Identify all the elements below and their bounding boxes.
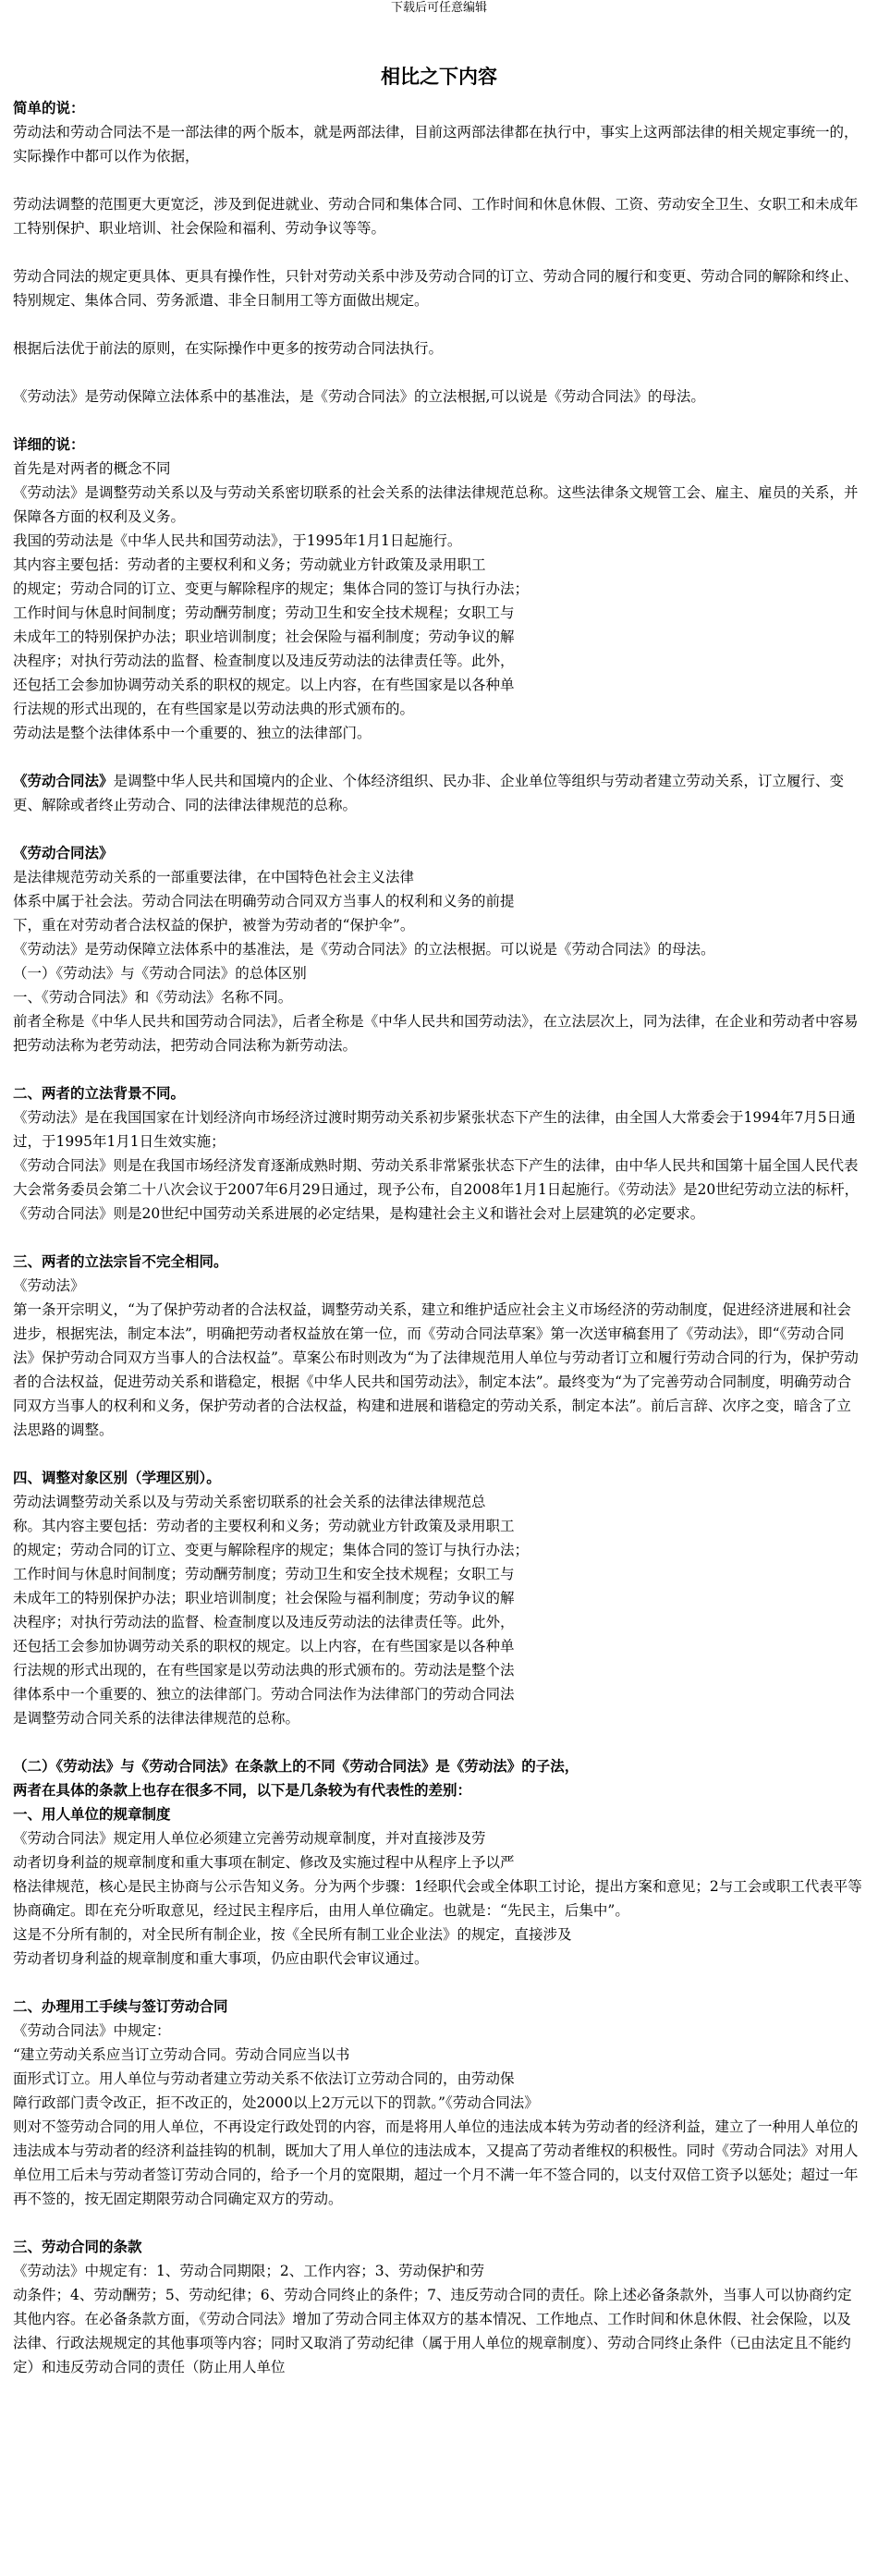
section-heading: 二、办理用工手续与签订劳动合同 bbox=[13, 1997, 228, 2015]
paragraph: 《劳动合同法》规定用人单位必须建立完善劳动规章制度，并对直接涉及劳 bbox=[13, 1830, 486, 1847]
paragraph: 下，重在对劳动者合法权益的保护，被誉为劳动者的“保护伞”。 bbox=[13, 917, 415, 934]
paragraph: 是调整劳动合同关系的法律法律规范的总称。 bbox=[13, 1710, 300, 1727]
section-heading: 三、劳动合同的条款 bbox=[13, 2238, 142, 2255]
section-heading: 简单的说： bbox=[13, 99, 85, 116]
paragraph: 还包括工会参加协调劳动关系的职权的规定。以上内容，在有些国家是以各种单 bbox=[13, 1638, 515, 1654]
paragraph: 《劳动合同法》中规定： bbox=[13, 2022, 171, 2039]
paragraph: 劳动法和劳动合同法不是一部法律的两个版本，就是两部法律，目前这两部法律都在执行中，事实上这两部法律的相关规定事统一的，实际操作中都可以作为依据， bbox=[13, 124, 859, 165]
paragraph: 决程序；对执行劳动法的监督、检查制度以及违反劳动法的法律责任等。此外， bbox=[13, 653, 515, 669]
paragraph: 障行政部门责令改正，拒不改正的，处2000以上2万元以下的罚款。”《劳动合同法》 bbox=[13, 2094, 539, 2111]
paragraph: 一、《劳动合同法》和《劳动法》名称不同。 bbox=[13, 989, 293, 1006]
paragraph: 《劳动合同法》是调整中华人民共和国境内的企业、个体经济组织、民办非、企业单位等组织与劳动者建立劳动关系，订立履行、变更、解除或者终止劳动合、同的法律法律规范的总称。 bbox=[13, 772, 845, 813]
paragraph: 行法规的形式出现的，在有些国家是以劳动法典的形式颁布的。劳动法是整个法 bbox=[13, 1662, 515, 1679]
paragraph: 前者全称是《中华人民共和国劳动合同法》，后者全称是《中华人民共和国劳动法》，在立法层次上，同为法律，在企业和劳动者中容易把劳动法称为老劳动法，把劳动合同法称为新劳动法。 bbox=[13, 1013, 859, 1054]
paragraph-gap bbox=[13, 360, 865, 385]
section-heading: 《劳动合同法》 bbox=[13, 844, 114, 861]
paragraph: 劳动者切身利益的规章制度和重大事项，仍应由职代会审议通过。 bbox=[13, 1950, 429, 1967]
paragraph: 劳动法是整个法律体系中一个重要的、独立的法律部门。 bbox=[13, 725, 372, 741]
paragraph-gap bbox=[13, 312, 865, 336]
document-title: 相比之下内容 bbox=[381, 65, 497, 88]
paragraph-gap bbox=[13, 817, 865, 841]
section-heading: 一、用人单位的规章制度 bbox=[13, 1805, 171, 1823]
paragraph: 未成年工的特别保护办法；职业培训制度；社会保险与福利制度；劳动争议的解 bbox=[13, 629, 515, 645]
paragraph: 根据后法优于前法的原则，在实际操作中更多的按劳动合同法执行。 bbox=[13, 340, 444, 357]
paragraph-gap bbox=[13, 240, 865, 264]
paragraph-gap bbox=[13, 2211, 865, 2235]
paragraph: 动条件；4、劳动酬劳；5、劳动纪律；6、劳动合同终止的条件；7、违反劳动合同的责任。除上述必备条款外，当事人可以协商约定其他内容。在必备条款方面，《劳动合同法》增加了劳动合同主体双方的基本情况、工作地点、工作时间和休息休假、社会保险，以及法律、行政法规规定的其他事项等内容；同时又取消了劳动纪律（属于用人单位的规章制度）、劳动合同终止条件（已由法定且不能约定）和违反劳动合同的责任（防止用人单位 bbox=[13, 2287, 852, 2375]
paragraph: （一）《劳动法》与《劳动合同法》的总体区别 bbox=[13, 965, 307, 982]
paragraph: 工作时间与休息时间制度；劳动酬劳制度；劳动卫生和安全技术规程；女职工与 bbox=[13, 1566, 515, 1582]
paragraph: 的规定；劳动合同的订立、变更与解除程序的规定；集体合同的签订与执行办法； bbox=[13, 580, 530, 597]
paragraph: 劳动法调整劳动关系以及与劳动关系密切联系的社会关系的法律法律规范总 bbox=[13, 1494, 486, 1510]
paragraph: 还包括工会参加协调劳动关系的职权的规定。以上内容，在有些国家是以各种单 bbox=[13, 677, 515, 693]
paragraph: 行法规的形式出现的，在有些国家是以劳动法典的形式颁布的。 bbox=[13, 701, 415, 717]
section-heading: 两者在具体的条款上也存在很多不同，以下是几条较为有代表性的差别： bbox=[13, 1781, 472, 1799]
paragraph: 《劳动法》中规定有：1、劳动合同期限；2、工作内容；3、劳动保护和劳 bbox=[13, 2263, 485, 2279]
header-note: 下载后可任意编辑 bbox=[390, 1, 487, 15]
paragraph-gap bbox=[13, 745, 865, 769]
paragraph: 首先是对两者的概念不同 bbox=[13, 460, 171, 477]
paragraph: 决程序；对执行劳动法的监督、检查制度以及违反劳动法的法律责任等。此外， bbox=[13, 1614, 515, 1630]
paragraph: 是法律规范劳动关系的一部重要法律，在中国特色社会主义法律 bbox=[13, 869, 415, 885]
paragraph: 《劳动法》 bbox=[13, 1277, 85, 1294]
paragraph: 格法律规范，核心是民主协商与公示告知义务。分为两个步骤：1经职代会或全体职工讨论，提出方案和意见；2与工会或职工代表平等协商确定。即在充分听取意见，经过民主程序后，由用人单位确定。也就是：“先民主，后集中”。 bbox=[13, 1878, 862, 1919]
paragraph: 未成年工的特别保护办法；职业培训制度；社会保险与福利制度；劳动争议的解 bbox=[13, 1590, 515, 1606]
paragraph: 我国的劳动法是《中华人民共和国劳动法》，于1995年1月1日起施行。 bbox=[13, 532, 462, 549]
paragraph: “建立劳动关系应当订立劳动合同。劳动合同应当以书 bbox=[13, 2046, 350, 2063]
paragraph: 律体系中一个重要的、独立的法律部门。劳动合同法作为法律部门的劳动合同法 bbox=[13, 1686, 515, 1703]
paragraph: 《劳动法》是劳动保障立法体系中的基准法，是《劳动合同法》的立法根据。可以说是《劳动合同法》的母法。 bbox=[13, 941, 715, 958]
paragraph-gap bbox=[13, 1971, 865, 1995]
paragraph: 《劳动法》是劳动保障立法体系中的基准法，是《劳动合同法》的立法根据,可以说是《劳动合同法》的母法。 bbox=[13, 388, 705, 405]
section-heading: 详细的说： bbox=[13, 435, 85, 453]
paragraph: 称。其内容主要包括：劳动者的主要权利和义务；劳动就业方针政策及录用职工 bbox=[13, 1518, 515, 1534]
paragraph: 动者切身利益的规章制度和重大事项在制定、修改及实施过程中从程序上予以严 bbox=[13, 1854, 515, 1871]
section-heading: 四、调整对象区别（学理区别）。 bbox=[13, 1469, 221, 1486]
paragraph: 《劳动法》是在我国国家在计划经济向市场经济过渡时期劳动关系初步紧张状态下产生的法律，由全国人大常委会于1994年7月5日通过，于1995年1月1日生效实施； bbox=[13, 1109, 856, 1150]
paragraph: 劳动法调整的范围更大更宽泛，涉及到促进就业、劳动合同和集体合同、工作时间和休息休假、工资、劳动安全卫生、女职工和未成年工特别保护、职业培训、社会保险和福利、劳动争议等等。 bbox=[13, 196, 859, 237]
paragraph: 工作时间与休息时间制度；劳动酬劳制度；劳动卫生和安全技术规程；女职工与 bbox=[13, 604, 515, 621]
paragraph: 《劳动合同法》则是在我国市场经济发育逐渐成熟时期、劳动关系非常紧张状态下产生的法律，由中华人民共和国第十届全国人民代表大会常务委员会第二十八次会议于2007年6月29日通过，现予公布，自2008年1月1日起施行。《劳动法》是20世纪劳动立法的标杆，《劳动合同法》则是20世纪中国劳动关系进展的必定结果，是构建社会主义和谐社会对上层建筑的必定要求。 bbox=[13, 1157, 860, 1222]
paragraph: 劳动合同法的规定更具体、更具有操作性，只针对劳动关系中涉及劳动合同的订立、劳动合同的履行和变更、劳动合同的解除和终止、特别规定、集体合同、劳务派遣、非全日制用工等方面做出规定。 bbox=[13, 268, 859, 309]
section-heading: 三、两者的立法宗旨不完全相同。 bbox=[13, 1252, 228, 1270]
section-heading: （二）《劳动法》与《劳动合同法》在条款上的不同《劳动合同法》是《劳动法》的子法， bbox=[13, 1757, 579, 1775]
paragraph-gap bbox=[13, 168, 865, 192]
paragraph: 体系中属于社会法。劳动合同法在明确劳动合同双方当事人的权利和义务的前提 bbox=[13, 893, 515, 910]
paragraph: 面形式订立。用人单位与劳动者建立劳动关系不依法订立劳动合同的，由劳动保 bbox=[13, 2070, 515, 2087]
paragraph: 《劳动法》是调整劳动关系以及与劳动关系密切联系的社会关系的法律法律规范总称。这些法律条文规管工会、雇主、雇员的关系，并保障各方面的权利及义务。 bbox=[13, 484, 859, 525]
paragraph: 这是不分所有制的，对全民所有制企业，按《全民所有制工业企业法》的规定，直接涉及 bbox=[13, 1926, 572, 1943]
paragraph: 则对不签劳动合同的用人单位，不再设定行政处罚的内容，而是将用人单位的违法成本转为劳动者的经济利益，建立了一种用人单位的违法成本与劳动者的经济利益挂钩的机制，既加大了用人单位的违法成本，又提高了劳动者维权的积极性。同时《劳动合同法》对用人单位用工后未与劳动者签订劳动合同的，给予一个月的宽限期，超过一个月不满一年不签合同的，以支付双倍工资予以惩处；超过一年再不签的，按无固定期限劳动合同确定双方的劳动。 bbox=[13, 2118, 859, 2207]
paragraph-gap bbox=[13, 1442, 865, 1466]
paragraph-gap bbox=[13, 409, 865, 433]
paragraph-gap bbox=[13, 1730, 865, 1754]
paragraph: 其内容主要包括：劳动者的主要权利和义务；劳动就业方针政策及录用职工 bbox=[13, 556, 486, 573]
document-body bbox=[13, 96, 865, 2379]
paragraph: 的规定；劳动合同的订立、变更与解除程序的规定；集体合同的签订与执行办法； bbox=[13, 1542, 530, 1558]
section-heading: 二、两者的立法背景不同。 bbox=[13, 1084, 186, 1102]
paragraph-gap bbox=[13, 1057, 865, 1081]
paragraph-gap bbox=[13, 1226, 865, 1250]
paragraph: 第一条开宗明义，“为了保护劳动者的合法权益，调整劳动关系，建立和维护适应社会主义市场经济的劳动制度，促进经济进展和社会进步，根据宪法，制定本法”，明确把劳动者权益放在第一位，而《劳动合同法草案》第一次送审稿套用了《劳动法》，即“《劳动合同法》保护劳动合同双方当事人的合法权益”。草案公布时则改为“为了法律规范用人单位与劳动者订立和履行劳动合同的行为，保护劳动者的合法权益，促进劳动关系和谐稳定，根据《中华人民共和国劳动法》，制定本法”。最终变为“为了完善劳动合同制度，明确劳动合同双方当事人的权利和义务，保护劳动者的合法权益，构建和进展和谐稳定的劳动关系，制定本法”。前后言辞、次序之变，暗含了立法思路的调整。 bbox=[13, 1301, 859, 1438]
